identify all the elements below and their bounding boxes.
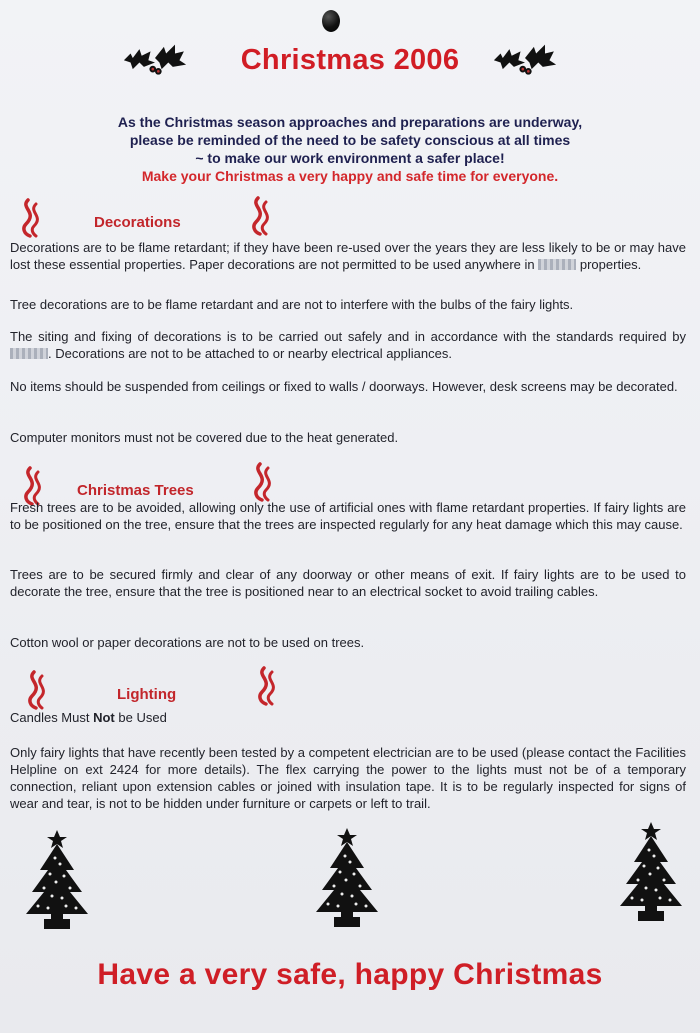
page-title: Christmas 2006 [240,44,460,76]
intro-line: please be reminded of the need to be safety conscious at all times [129,132,571,148]
section-heading-lighting: Lighting [117,686,177,703]
paragraph-text: . Decorations are not to be attached to or nearby electrical appliances. [48,346,452,361]
section-heading-trees: Christmas Trees [77,482,194,499]
paragraph-text: The siting and fixing of decorations is to be carried out safely and in accordance with the standards required by [10,329,686,344]
flame-icon [246,196,276,236]
section-heading-decorations: Decorations [94,214,181,231]
paragraph-text: properties. [576,257,642,272]
flame-icon [252,666,282,706]
redacted-text [10,348,48,359]
redacted-text [538,259,576,270]
candles-warning [10,709,686,726]
emphasis-text: Not [93,710,115,725]
paragraph-text: Candles Must [10,710,94,725]
paragraph: Computer monitors must not be covered due to the heat generated. [10,430,399,445]
intro-line: As the Christmas season approaches and preparations are underway, [117,114,583,130]
flame-icon [22,670,52,710]
intro [60,113,640,185]
christmas-tree-icon [22,830,92,930]
intro-line: ~ to make our work environment a safer place! [195,150,505,166]
paragraph: No items should be suspended from ceilings or fixed to walls / doorways. However, desk screens may be decorated. [10,379,678,394]
paragraph-text: Decorations are to be flame retardant; if they have been re-used over the years they are less likely to be or may have lost these essential properties. Paper decorations are not permitted to be used anywhere in [10,240,686,272]
paragraph [10,328,686,362]
flame-icon [248,462,278,502]
paragraph: Trees are to be secured firmly and clear of any doorway or other means of exit. If fairy lights are to be used to decorate the tree, ensure that the tree is positioned near to an electrical socket to avoid trailing cables. [10,567,686,599]
christmas-tree-icon [312,828,382,928]
paragraph: Only fairy lights that have recently been tested by a competent electrician are to be used (please contact the Facilities Helpline on ext 2424 for more details). The flex carrying the power to the lights must not be of a temporary connection, reliant upon extension cables or joined with insulation tape. It is to be regularly inspected for signs of wear and tear, is not to be hidden under furniture or carpets or left to trail. [10,745,686,811]
paragraph: Cotton wool or paper decorations are not to be used on trees. [10,635,365,650]
flame-icon [16,198,46,238]
footer-message: Have a very safe, happy Christmas [97,958,603,991]
pin-icon [322,10,340,32]
paragraph-text: be Used [114,710,167,725]
intro-highlight: Make your Christmas a very happy and safe time for everyone. [141,168,559,184]
paragraph: Tree decorations are to be flame retardant and are not to interfere with the bulbs of the fairy lights. [10,297,574,312]
christmas-tree-icon [616,822,686,922]
paragraph: Fresh trees are to be avoided, allowing only the use of artificial ones with flame retardant properties. If fairy lights are to be positioned on the tree, ensure that the trees are inspected regularly for any heat damage which this may cause. [10,500,686,532]
paragraph [10,239,686,273]
